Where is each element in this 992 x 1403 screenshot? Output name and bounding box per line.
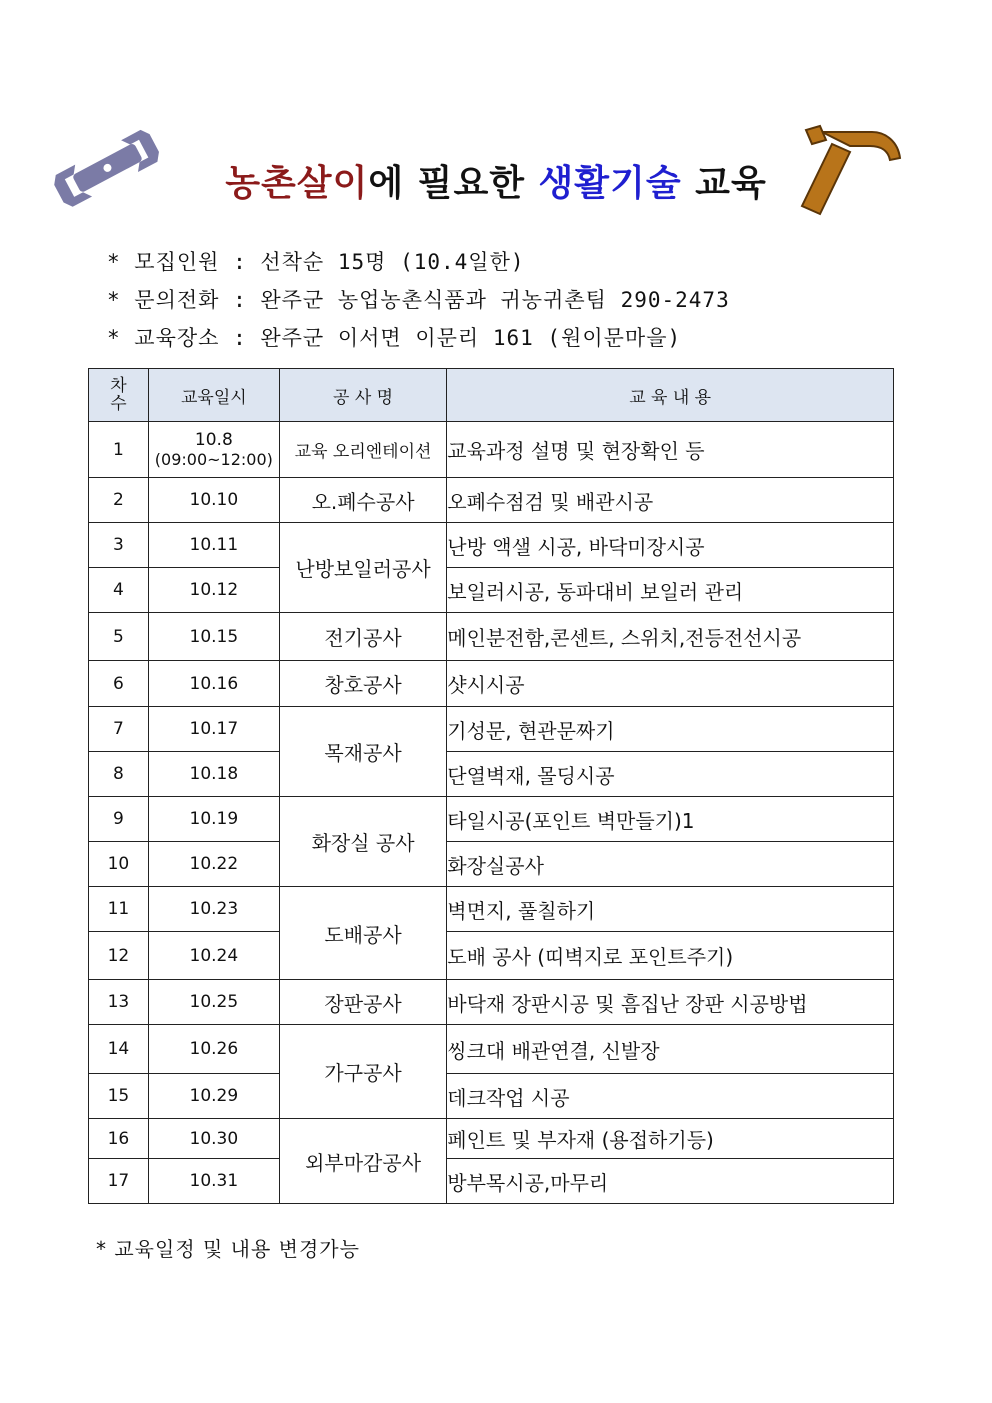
- title-part-2: 에 필요한: [368, 163, 539, 204]
- row-date: 10.17: [148, 707, 279, 752]
- row-work: 난방보일러공사: [279, 523, 446, 613]
- row-no: 8: [89, 752, 149, 797]
- row-no: 9: [89, 797, 149, 842]
- row-date: 10.12: [148, 568, 279, 613]
- table-row: [89, 752, 894, 797]
- row-work: 외부마감공사: [279, 1119, 446, 1204]
- title-part-1: 농촌살이: [225, 163, 369, 204]
- row-date: 10.25: [148, 980, 279, 1025]
- row-content: 오폐수점검 및 배관시공: [447, 478, 894, 523]
- info-contact: * 문의전화 : 완주군 농업농촌식품과 귀농귀촌팀 290-2473: [107, 288, 730, 312]
- row-date: 10.11: [148, 523, 279, 568]
- row-content: 타일시공(포인트 벽만들기)1: [447, 797, 894, 842]
- header-date: 교육일시: [148, 369, 279, 422]
- row-no: 4: [89, 568, 149, 613]
- row-content: 페인트 및 부자재 (용접하기등): [447, 1119, 894, 1159]
- row-work: 창호공사: [279, 661, 446, 707]
- table-row: [89, 523, 894, 568]
- table-row: [89, 1119, 894, 1159]
- row-content: 단열벽재, 몰딩시공: [447, 752, 894, 797]
- table-row: [89, 1025, 894, 1074]
- row-content: 교육과정 설명 및 현장확인 등: [447, 422, 894, 478]
- title-part-3: 생활기술: [538, 163, 682, 204]
- row-content: 방부목시공,마무리: [447, 1159, 894, 1204]
- table-row: [89, 568, 894, 613]
- table-row: [89, 422, 894, 478]
- table-row: [89, 661, 894, 707]
- row-no: 6: [89, 661, 149, 707]
- row-work: 화장실 공사: [279, 797, 446, 887]
- row-date: 10.22: [148, 842, 279, 887]
- table-row: [89, 1074, 894, 1119]
- footer-note: * 교육일정 및 내용 변경가능: [96, 1237, 360, 1261]
- row-date: 10.19: [148, 797, 279, 842]
- row-date: 10.15: [148, 613, 279, 661]
- row-date: 10.10: [148, 478, 279, 523]
- table-row: [89, 797, 894, 842]
- row-work: 가구공사: [279, 1025, 446, 1119]
- row-no: 16: [89, 1119, 149, 1159]
- row-no: 15: [89, 1074, 149, 1119]
- row-no: 14: [89, 1025, 149, 1074]
- table-row: [89, 932, 894, 980]
- table-row: [89, 1159, 894, 1204]
- row-date: 10.31: [148, 1159, 279, 1204]
- row-no: 3: [89, 523, 149, 568]
- row-content: 씽크대 배관연결, 신발장: [447, 1025, 894, 1074]
- row-work: 오.폐수공사: [279, 478, 446, 523]
- table-header-row: [89, 369, 894, 422]
- table-row: [89, 887, 894, 932]
- row-work: 장판공사: [279, 980, 446, 1025]
- table-row: [89, 980, 894, 1025]
- row-work: 교육 오리엔테이션: [279, 422, 446, 478]
- table-row: [89, 842, 894, 887]
- title-part-4: 교육: [681, 163, 767, 204]
- title-row: [0, 120, 992, 230]
- row-content: 난방 액샐 시공, 바닥미장시공: [447, 523, 894, 568]
- row-content: 바닥재 장판시공 및 흠집난 장판 시공방법: [447, 980, 894, 1025]
- row-no: 1: [89, 422, 149, 478]
- row-content: 벽면지, 풀칠하기: [447, 887, 894, 932]
- row-content: 도배 공사 (띠벽지로 포인트주기): [447, 932, 894, 980]
- row-date: 10.29: [148, 1074, 279, 1119]
- schedule-table: [88, 368, 894, 1204]
- row-date: 10.18: [148, 752, 279, 797]
- table-row: [89, 707, 894, 752]
- row-work: 도배공사: [279, 887, 446, 980]
- row-content: 메인분전함,콘센트, 스위치,전등전선시공: [447, 613, 894, 661]
- hammer-icon: [792, 120, 907, 220]
- row-content: 샷시시공: [447, 661, 894, 707]
- row-no: 7: [89, 707, 149, 752]
- info-location: * 교육장소 : 완주군 이서면 이문리 161 (원이문마을): [107, 326, 682, 350]
- row-work: 목재공사: [279, 707, 446, 797]
- table-row: [89, 613, 894, 661]
- row-content: 화장실공사: [447, 842, 894, 887]
- row-date: 10.30: [148, 1119, 279, 1159]
- row-no: 11: [89, 887, 149, 932]
- row-no: 17: [89, 1159, 149, 1204]
- row-work: 전기공사: [279, 613, 446, 661]
- header-work: 공 사 명: [279, 369, 446, 422]
- row-content: 기성문, 현관문짜기: [447, 707, 894, 752]
- row-date: 10.8 (09:00~12:00): [148, 422, 279, 478]
- row-no: 2: [89, 478, 149, 523]
- row-date: 10.26: [148, 1025, 279, 1074]
- row-no: 12: [89, 932, 149, 980]
- info-recruit: * 모집인원 : 선착순 15명 (10.4일한): [107, 250, 525, 274]
- table-row: [89, 478, 894, 523]
- row-date: 10.24: [148, 932, 279, 980]
- row-no: 13: [89, 980, 149, 1025]
- row-content: 데크작업 시공: [447, 1074, 894, 1119]
- row-content: 보일러시공, 동파대비 보일러 관리: [447, 568, 894, 613]
- row-date: 10.23: [148, 887, 279, 932]
- row-date: 10.16: [148, 661, 279, 707]
- row-no: 5: [89, 613, 149, 661]
- header-content: 교 육 내 용: [447, 369, 894, 422]
- info-block: [107, 244, 730, 358]
- header-no: 차수: [89, 369, 149, 422]
- row-no: 10: [89, 842, 149, 887]
